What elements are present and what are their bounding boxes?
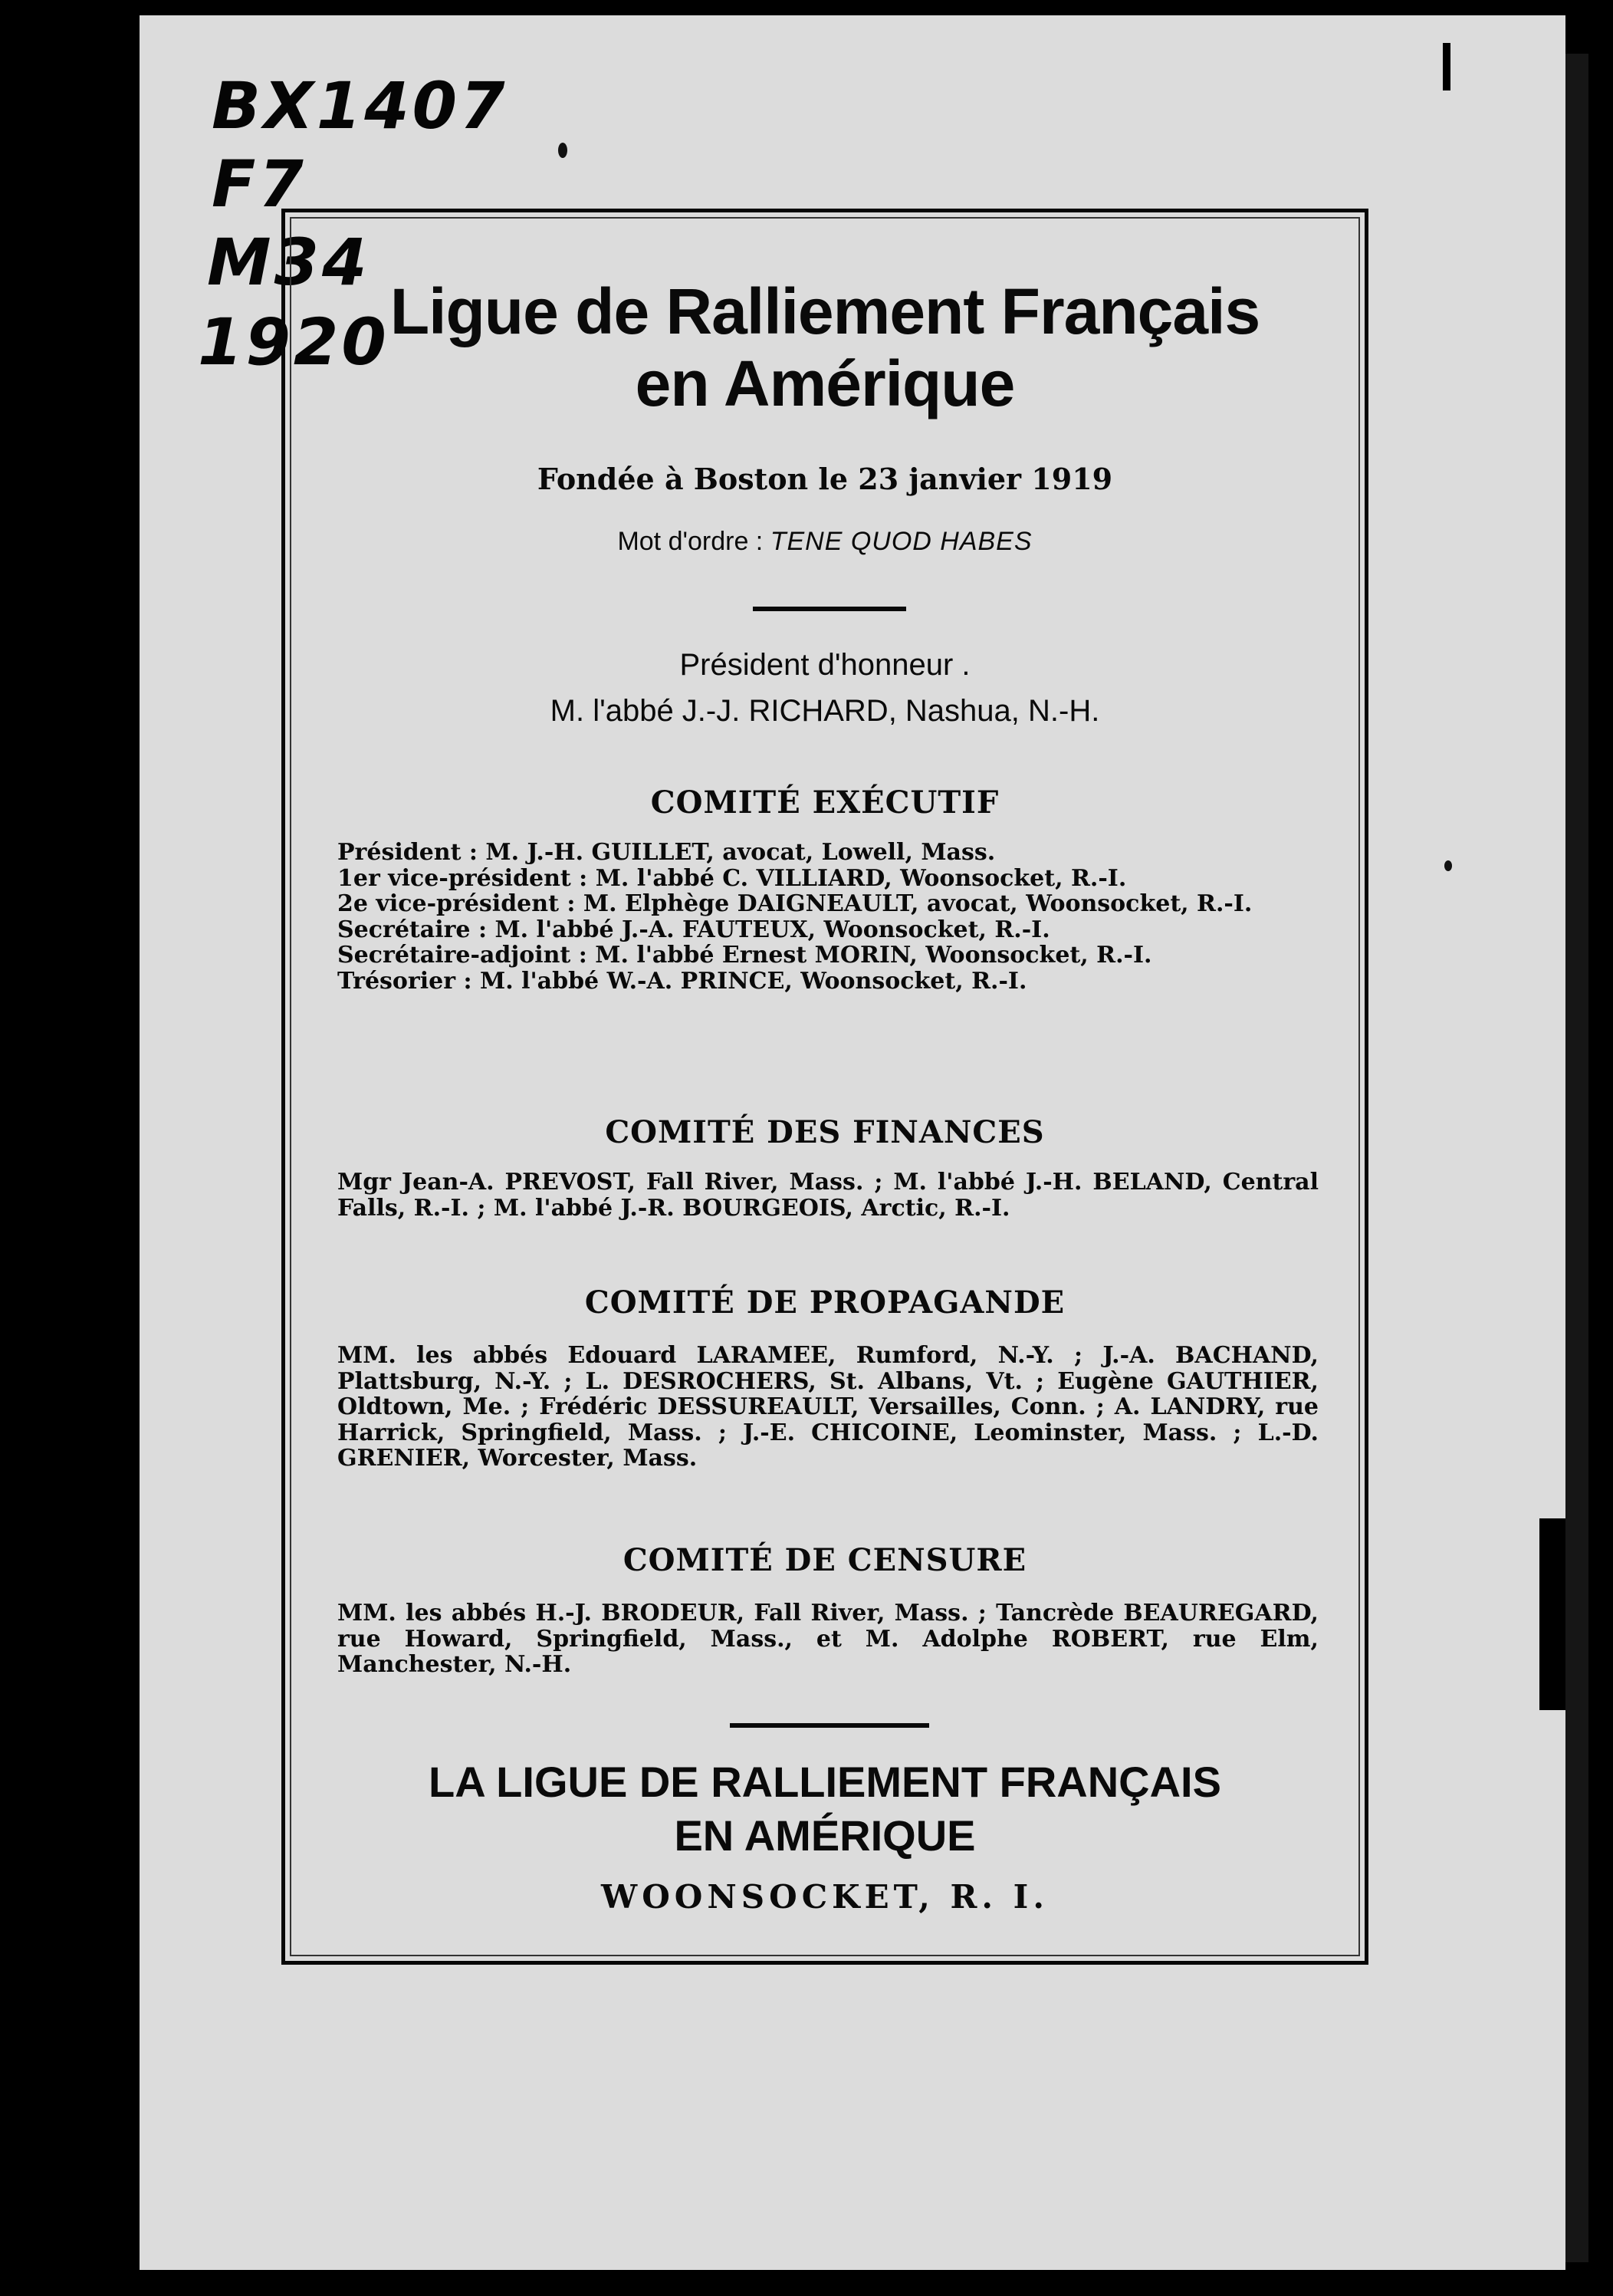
executive-row: Secrétaire-adjoint : M. l'abbé Ernest MORIN, Woonsocket, R.-I. xyxy=(337,942,1152,969)
executive-row: Trésorier : M. l'abbé W.-A. PRINCE, Woonsocket, R.-I. xyxy=(337,967,1027,995)
title-line: Ligue de Ralliement Français xyxy=(389,275,1260,347)
ink-speck xyxy=(1444,860,1452,871)
honorary-name: M. l'abbé J.-J. RICHARD, Nashua, N.-H. xyxy=(550,694,1100,728)
honorary-label: Président d'honneur . xyxy=(679,648,971,682)
footer-title xyxy=(285,1755,1365,1863)
call-number-line: F7 xyxy=(212,146,307,222)
document-title xyxy=(285,275,1365,419)
motto-line xyxy=(285,527,1365,557)
executive-row: 2e vice-président : M. Elphège DAIGNEAULT, avocat, Woonsocket, R.-I. xyxy=(337,890,1253,918)
honorary-president xyxy=(285,642,1365,734)
propaganda-text: MM. les abbés Edouard LARAMEE, Rumford, N.-Y. ; J.-A. BACHAND, Plattsburg, N.-Y. ; L. DESROCHERS, St. Albans, Vt. ; Eugène GAUTHIER, Oldtown, Me. ; Frédéric DESSUREAULT, Versailles, Conn. ; A. LANDRY, rue Harrick, Springfield, Mass. ; J.-E. CHICOINE, Leominster, Mass. ; L.-D. GRENIER, Worcester, Mass. xyxy=(337,1342,1319,1472)
executive-row: Président : M. J.-H. GUILLET, avocat, Lowell, Mass. xyxy=(337,839,996,866)
censorship-heading: COMITÉ DE CENSURE xyxy=(623,1542,1027,1578)
document-frame xyxy=(281,209,1368,1965)
censorship-text: MM. les abbés H.-J. BRODEUR, Fall River, Mass. ; Tancrède BEAUREGARD, rue Howard, Springfield, Mass., et M. Adolphe ROBERT, rue Elm, Manchester, N.-H. xyxy=(337,1600,1319,1679)
binding-mark xyxy=(1443,43,1450,90)
footer-title-line: EN AMÉRIQUE xyxy=(674,1811,976,1860)
footer-city: WOONSOCKET, R. I. xyxy=(601,1878,1049,1916)
executive-row: Secrétaire : M. l'abbé J.-A. FAUTEUX, Woonsocket, R.-I. xyxy=(337,916,1050,943)
executive-row: 1er vice-président : M. l'abbé C. VILLIARD, Woonsocket, R.-I. xyxy=(337,864,1127,892)
executive-heading: COMITÉ EXÉCUTIF xyxy=(650,785,1000,821)
binding-mark xyxy=(1539,1518,1565,1710)
divider-rule xyxy=(753,607,906,611)
ink-speck xyxy=(558,143,567,158)
motto-text: TENE QUOD HABES xyxy=(770,527,1033,556)
call-number-line: BX1407 xyxy=(212,68,508,143)
founding-line: Fondée à Boston le 23 janvier 1919 xyxy=(537,462,1113,496)
call-number-line: 1920 xyxy=(198,304,389,380)
executive-list xyxy=(337,840,1319,995)
footer-title-line: LA LIGUE DE RALLIEMENT FRANÇAIS xyxy=(429,1758,1221,1806)
motto-label: Mot d'ordre : xyxy=(617,527,764,556)
page-edge-shadow xyxy=(1565,54,1588,2262)
propaganda-heading: COMITÉ DE PROPAGANDE xyxy=(584,1285,1066,1321)
finances-text: Mgr Jean-A. PREVOST, Fall River, Mass. ; M. l'abbé J.-H. BELAND, Central Falls, R.-I. ; M. l'abbé J.-R. BOURGEOIS, Arctic, R.-I. xyxy=(337,1169,1319,1222)
divider-rule xyxy=(730,1723,929,1728)
call-number-line: M34 xyxy=(207,225,370,300)
title-line: en Amérique xyxy=(635,347,1015,420)
finances-heading: COMITÉ DES FINANCES xyxy=(605,1114,1045,1150)
